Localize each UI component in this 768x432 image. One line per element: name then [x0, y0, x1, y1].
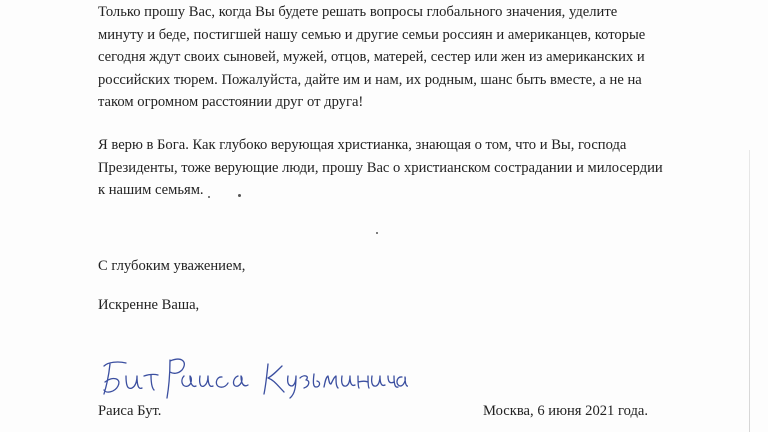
paragraph-line: российских тюрем. Пожалуйста, дайте им и нам, их родным, шанс быть вместе, а не на	[98, 71, 642, 88]
signer-name: Раиса Бут.	[98, 403, 162, 419]
paragraph-line: Президенты, тоже верующие люди, прошу Вас о христианском сострадании и милосердии	[98, 159, 663, 176]
place-and-date: Москва, 6 июня 2021 года.	[483, 403, 649, 419]
closing-sincerely: Искренне Ваша,	[98, 297, 200, 313]
paragraph-line: к нашим семьям.	[98, 182, 204, 199]
paragraph-line: Только прошу Вас, когда Вы будете решать вопросы глобального значения, уделите	[98, 4, 618, 20]
paragraph-line: минуту и беде, постигшей нашу семью и другие семьи россиян и американцев, которые	[98, 26, 646, 43]
paper-edge-shadow	[749, 150, 750, 432]
handwritten-signature	[96, 352, 408, 402]
paper-speck	[376, 232, 378, 234]
paper-speck	[208, 196, 210, 198]
paper-speck	[238, 194, 241, 197]
paragraph-line: таком огромном расстоянии друг от друга!	[98, 94, 364, 111]
letter-paragraph-1	[98, 1, 738, 114]
closing-regards: С глубоким уважением,	[98, 258, 246, 274]
letter-paragraph-2	[98, 134, 738, 202]
paragraph-line: Я верю в Бога. Как глубоко верующая христианка, знающая о том, что и Вы, господа	[98, 137, 627, 153]
paragraph-line: сегодня ждут своих сыновей, мужей, отцов, матерей, сестер или жен из американских и	[98, 49, 645, 66]
